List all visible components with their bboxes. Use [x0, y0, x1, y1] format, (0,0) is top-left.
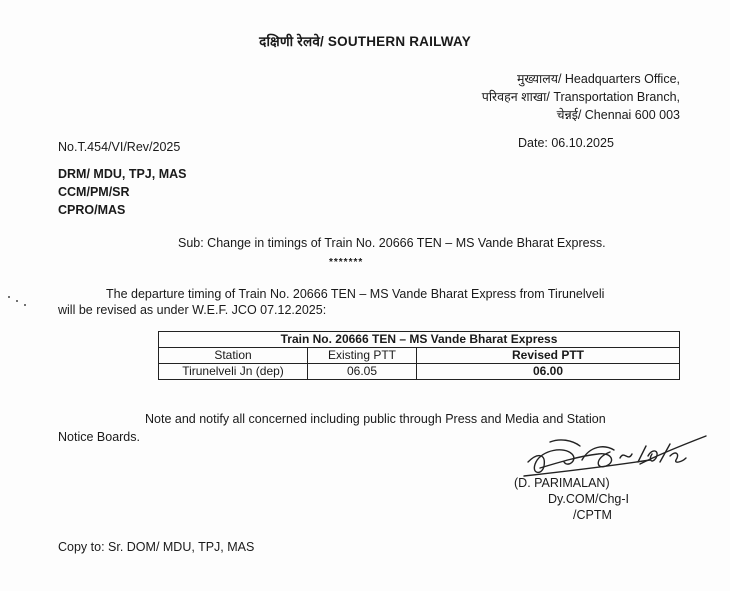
- addressee-2: CCM/PM/SR: [58, 185, 130, 199]
- scan-speck: [24, 304, 26, 306]
- subject-separator: *******: [329, 257, 364, 268]
- addressee-1: DRM/ MDU, TPJ, MAS: [58, 167, 187, 181]
- office-line-2: परिवहन शाखा/ Transportation Branch,: [481, 90, 680, 104]
- column-header-station: Station: [159, 348, 308, 364]
- body-paragraph-1-line-1: The departure timing of Train No. 20666 TEN – MS Vande Bharat Express from Tirunelveli: [106, 287, 605, 301]
- reference-number: No.T.454/VI/Rev/2025: [58, 140, 181, 154]
- scan-speck: [16, 300, 18, 302]
- body-paragraph-2-line-2: Notice Boards.: [58, 430, 140, 444]
- column-header-existing: Existing PTT: [308, 348, 417, 364]
- signatory-for: /CPTM: [573, 508, 612, 522]
- timing-table: [158, 331, 680, 380]
- scan-speck: [8, 296, 10, 298]
- table-header-row: [159, 348, 680, 364]
- copy-to-line: Copy to: Sr. DOM/ MDU, TPJ, MAS: [58, 540, 255, 554]
- letter-date: Date: 06.10.2025: [518, 136, 614, 150]
- office-line-3: चेन्नई/ Chennai 600 003: [556, 108, 680, 122]
- cell-station: Tirunelveli Jn (dep): [159, 364, 308, 380]
- table-caption: Train No. 20666 TEN – MS Vande Bharat Express: [159, 332, 680, 348]
- body-paragraph-2-line-1: Note and notify all concerned including public through Press and Media and Station: [145, 412, 606, 426]
- column-header-revised: Revised PTT: [417, 348, 680, 364]
- subject-line: Sub: Change in timings of Train No. 20666 TEN – MS Vande Bharat Express.: [178, 236, 606, 250]
- table-caption-row: [159, 332, 680, 348]
- signatory-name: (D. PARIMALAN): [514, 476, 610, 490]
- cell-revised-time: 06.00: [417, 364, 680, 380]
- cell-existing-time: 06.05: [308, 364, 417, 380]
- letterhead-title: दक्षिणी रेलवे/ SOUTHERN RAILWAY: [259, 34, 471, 49]
- addressee-3: CPRO/MAS: [58, 203, 126, 217]
- table-row: [159, 364, 680, 380]
- office-line-1: मुख्यालय/ Headquarters Office,: [516, 72, 680, 86]
- signatory-designation: Dy.COM/Chg-I: [548, 492, 630, 506]
- body-paragraph-1-line-2: will be revised as under W.E.F. JCO 07.12.2025:: [58, 303, 327, 317]
